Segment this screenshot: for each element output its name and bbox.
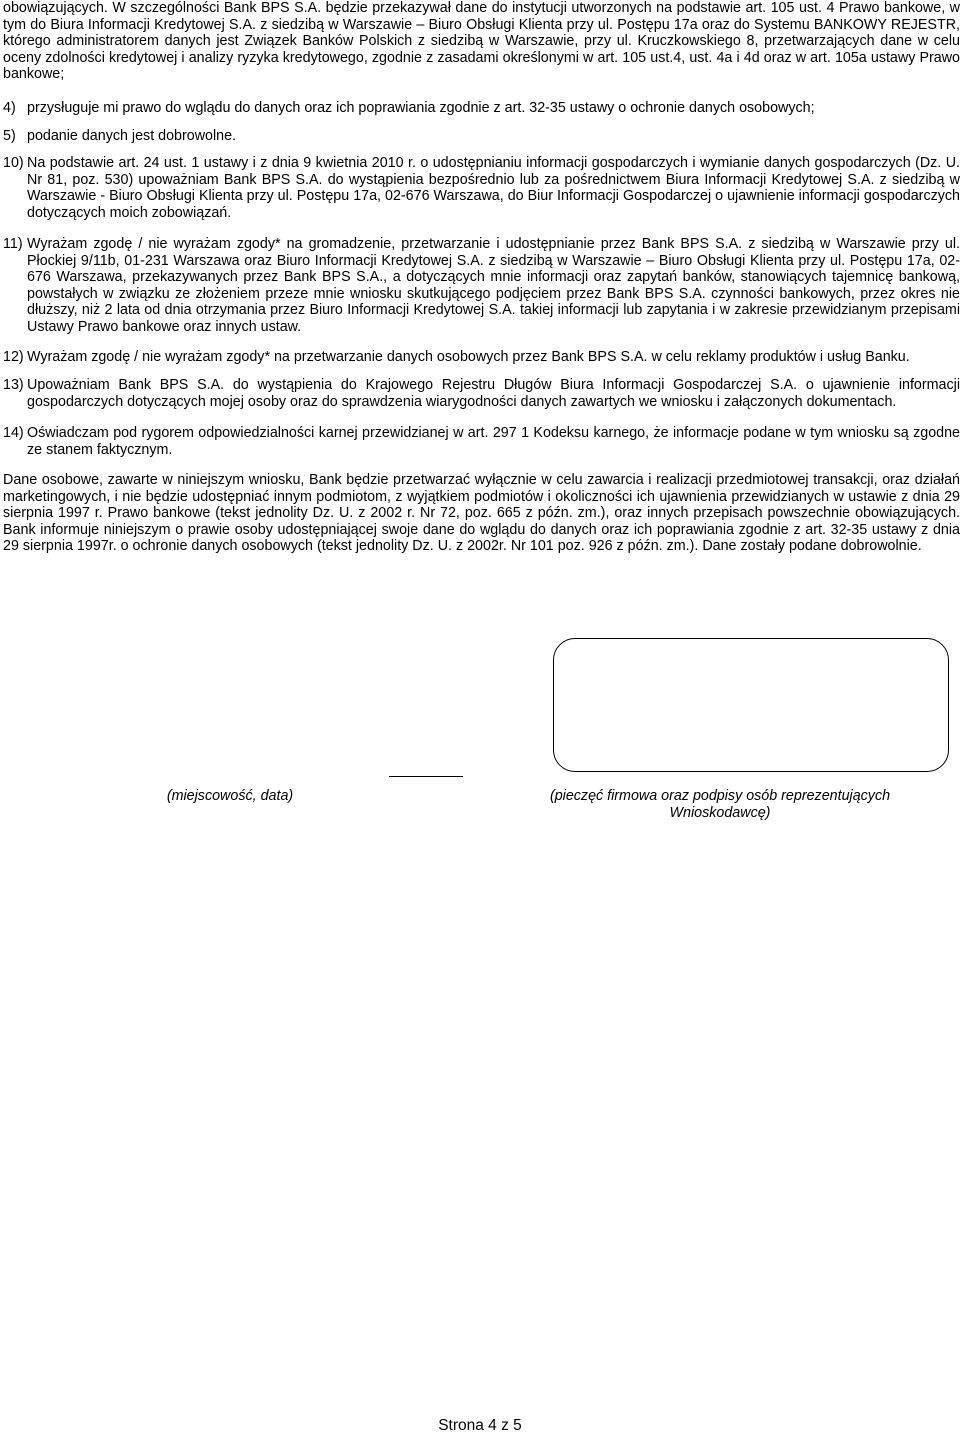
item-number: 4) [3, 100, 16, 116]
item-number: 13) [3, 377, 24, 393]
item-number: 14) [3, 425, 24, 441]
list-item-11 [3, 236, 960, 336]
item-text: podanie danych jest dobrowolne. [27, 128, 237, 144]
item-text: Na podstawie art. 24 ust. 1 ustawy i z dnia 9 kwietnia 2010 r. o udostępnianiu informacji gospodarczych i wymianie danych gospodarczych (Dz. U. Nr 81, poz. 530) upoważniam Bank BPS S.A. do wystąpienia bezpośrednio lub za pośrednictwem Biura Informacji Kredytowej S.A. z siedzibą w Warszawie - Biuro Obsługi Klienta przy ul. Postępu 17a, 02-676 Warszawa, do Biur Informacji Gospodarczej o ujawnienie informacji gospodarczych dotyczących moich zobowiązań. [27, 155, 960, 221]
stamp-signature-box [553, 638, 949, 772]
item-number: 10) [3, 155, 24, 171]
item-number: 12) [3, 349, 24, 365]
item-text: Upoważniam Bank BPS S.A. do wystąpienia do Krajowego Rejestru Długów Biura Informacji Gospodarczej S.A. o ujawnienie informacji gospodarczych dotyczących mojej osoby oraz do sprawdzenia wiarygodności danych zawartych we wniosku i załączonych dokumentach. [27, 377, 960, 410]
item-text: przysługuje mi prawo do wglądu do danych oraz ich poprawiania zgodnie z art. 32-35 ustawy o ochronie danych osobowych; [27, 100, 815, 116]
list-item-5 [3, 128, 960, 145]
item-text: Wyrażam zgodę / nie wyrażam zgody* na gromadzenie, przetwarzanie i udostępnianie przez Bank BPS S.A. z siedzibą w Warszawie przy ul. Płockiej 9/11b, 01-231 Warszawa oraz Biuro Informacji Kredytowej S.A. z siedzibą w Warszawie – Biuro Obsługi Klienta przy ul. Postępu 17a, 02-676 Warszawa, przekazywanych przez Bank BPS S.A., a dotyczących mnie informacji oraz zapytań banków, stanowiących tajemnicę bankową, powstałych w związku ze złożeniem przeze mnie wniosku skutkującego podjęciem przez Bank BPS S.A. czynności bankowych, przez okres nie dłuższy, niż 2 lata od dnia otrzymania przez Biuro Informacji Kredytowej S.A. takiej informacji lub zapytania i w zakresie przewidzianym przepisami Ustawy Prawo bankowe oraz innych ustaw. [27, 236, 960, 335]
list-item-10 [3, 155, 960, 221]
item-text: Oświadczam pod rygorem odpowiedzialności karnej przewidzianej w art. 297 1 Kodeksu karnego, że informacje podane w tym wniosku są zgodne ze stanem faktycznym. [27, 425, 960, 458]
item-text: Wyrażam zgodę / nie wyrażam zgody* na przetwarzanie danych osobowych przez Bank BPS S.A. w celu reklamy produktów i usług Banku. [27, 349, 910, 365]
list-item-13 [3, 377, 960, 410]
list-item-12 [3, 349, 960, 366]
intro-paragraph: obowiązujących. W szczególności Bank BPS S.A. będzie przekazywał dane do instytucji utworzonych na podstawie art. 105 ust. 4 Prawo bankowe, w tym do Biura Informacji Kredytowej S.A. z siedzibą w Warszawie – Biuro Obsługi Klienta przy ul. Postępu 17a oraz do Systemu BANKOWY REJESTR, którego administratorem danych jest Związek Banków Polskich z siedzibą w Warszawie, przy ul. Kruczkowskiego 8, przetwarzających dane w celu oceny zdolności kredytowej i analizy ryzyka kredytowego, zgodnie z zasadami określonymi w art. 105 ust.4, ust. 4a i 4d oraz w art. 105a ustawy Prawo bankowe; [3, 0, 960, 83]
stamp-caption-line-1: (pieczęć firmowa oraz podpisy osób reprezentujących [549, 788, 891, 804]
list-item-4 [3, 100, 960, 117]
closing-paragraph: Dane osobowe, zawarte w niniejszym wniosku, Bank będzie przetwarzać wyłącznie w celu zawarcia i realizacji przedmiotowej transakcji, oraz działań marketingowych, i nie będzie udostępniać innym podmiotom, z wyjątkiem podmiotów i okoliczności ich ujawnienia przewidzianych w ustawie z dnia 29 sierpnia 1997 r. Prawo bankowe (tekst jednolity Dz. U. z 2002 r. Nr 72, poz. 665 z późn. zm.), oraz innych przepisach powszechnie obowiązujących. Bank informuje niniejszym o prawie osoby udostępniającej swoje dane do wglądu do danych oraz ich poprawiania zgodnie z art. 32-35 ustawy z dnia 29 sierpnia 1997r. o ochronie danych osobowych (tekst jednolity Dz. U. z 2002r. Nr 101 poz. 926 z późn. zm.). Dane zostały podane dobrowolnie. [3, 472, 960, 555]
list-item-14 [3, 425, 960, 458]
item-number: 11) [3, 236, 23, 252]
signature-line [389, 776, 463, 777]
place-date-caption: (miejscowość, data) [166, 788, 294, 804]
item-number: 5) [3, 128, 16, 144]
stamp-caption-line-2: Wnioskodawcę) [669, 805, 771, 821]
page-number-footer: Strona 4 z 5 [438, 1417, 522, 1434]
